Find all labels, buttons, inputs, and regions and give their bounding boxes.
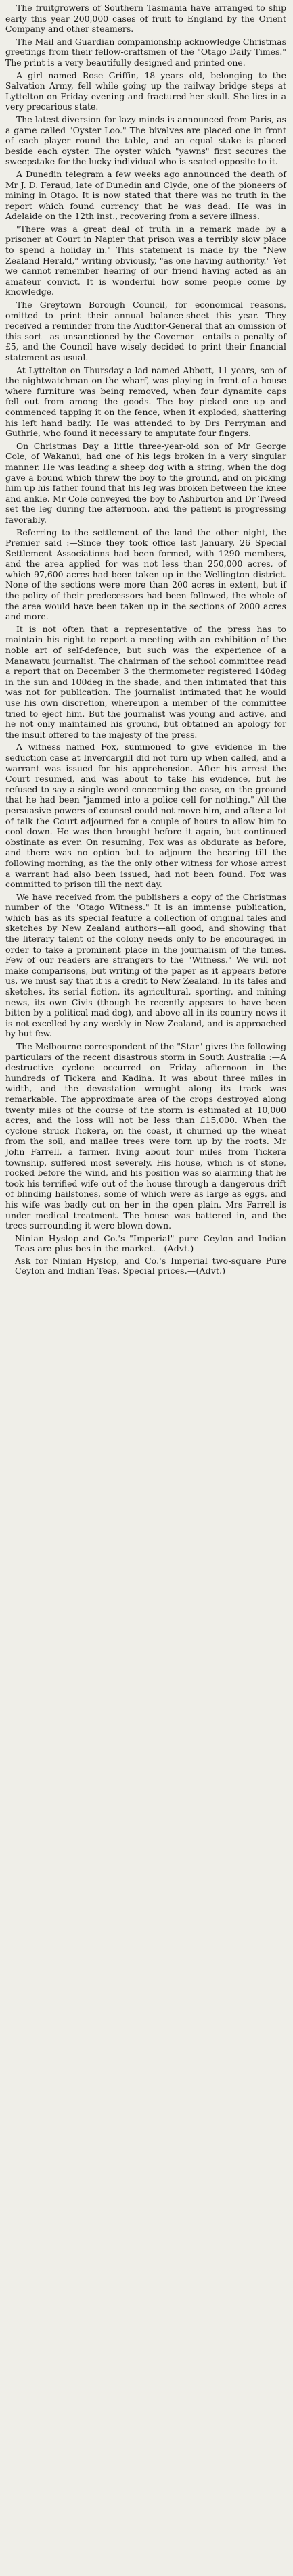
news-paragraph: A Dunedin telegram a few weeks ago announced the death of Mr J. D. Feraud, late of Dunedin and Clyde, one of the pioneers of mining in Otago. It is now stated that there was no truth in the report which found currency that he was dead. He was in Adelaide on the 12th inst., recovering from a severe illness. (5, 168, 286, 222)
tea-advertisement: Ninian Hyslop and Co.'s "Imperial" pure Ceylon and Indian Teas are plus bes in the market.—(Advt.) (15, 1233, 286, 1254)
news-paragraph: On Christmas Day a little three-year-old son of Mr George Cole, of Wakanui, had one of his legs broken in a very singular manner. He was leading a sheep dog with a string, when the dog gave a bound which threw the boy to the ground, and on picking him up his father found that his leg was broken between the knee and ankle. Mr Cole conveyed the boy to Ashburton and Dr Tweed set the leg during the afternoon, and the patient is progressing favorably. (5, 440, 286, 525)
news-paragraph: We have received from the publishers a copy of the Christmas number of the "Otago Witness." It is an immense publication, which has as its special feature a collection of original tales and sketches by New Zealand authors—all good, and showing that the literary talent of the colony needs only to be encouraged in order to take a prominent place in the journalism of the times. Few of our readers are strangers to the "Witness." We will not make comparisons, but writing of the paper as it appears before us, we must say that it is a credit to New Zealand. In its tales and sketches, its serial fiction, its agricultural, sporting, and mining news, its own Civis (though he recently appears to have been bitten by a political mad dog), and above all in its country news it is not excelled by any weekly in New Zealand, and is approached by but few. (5, 891, 286, 1039)
news-paragraph: A witness named Fox, summoned to give evidence in the seduction case at Invercargill did not turn up when called, and a warrant was issued for his apprehension. After his arrest the Court resumed, and was about to take his evidence, but he refused to say a single word concerning the case, on the ground that he had been "jammed into a police cell for nothing." All the persuasive powers of counsel could not move him, and after a lot of talk the Court adjourned for a couple of hours to allow him to cool down. He was then brought before it again, but continued obstinate as ever. On resuming, Fox was as obdurate as before, and there was no option but to adjourn the hearing till the following morning, as the the only other witness for whose arrest a warrant had also been issued, had not been found. Fox was committed to prison till the next day. (5, 742, 286, 890)
news-paragraph: The Greytown Borough Council, for economical reasons, omitted to print their annual balance-sheet this year. They received a reminder from the Auditor-General that an omission of this sort—as unsanctioned by the Governor—entails a penalty of £5, and the Council have wisely decided to print their financial statement as usual. (5, 300, 286, 362)
news-paragraph: The Melbourne correspondent of the "Star" gives the following particulars of the recent disastrous storm in South Australia :—A destructive cyclone occurred on Friday afternoon in the hundreds of Tickera and Kadina. It was about three miles in width, and the devastation wrought along its track was remarkable. The approximate area of the crops destroyed along twenty miles of the course of the storm is estimated at 10,000 acres, and the loss will not be less than £15,000. When the cyclone struck Tickera, on the coast, it churned up the wheat from the soil, and mallee trees were torn up by the roots. Mr John Farrell, a farmer, living about four miles from Tickera township, suffered most severely. His house, which is of stone, rocked before the wind, and his position was so alarming that he took his terrified wife out of the house through a dangerous drift of blinding hailstones, some of which were as large as eggs, and his wife was badly cut on her in the open plain. Mrs Farrell is under medical treatment. The house was battered in, and the trees surrounding it were blown down. (5, 1041, 286, 1231)
news-paragraph: It is not often that a representative of the press has to maintain his right to report a meeting with an exhibition of the noble art of self-defence, but such was the experience of a Manawatu journalist. The chairman of the school committee read a report that on December 3 the thermometer registered 140deg in the sun and 100deg in the shade, and then intimated that this was not for publication. The journalist intimated that he would use his own discretion, whereupon a member of the committee tried to eject him. But the journalist was young and active, and he not only maintained his ground, but obtained an apology for the insult offered to the majesty of the press. (5, 623, 286, 740)
news-paragraph: A girl named Rose Griffin, 18 years old, belonging to the Salvation Army, fell while going up the railway bridge steps at Lyttelton on Friday evening and fractured her skull. She lies in a very precarious state. (5, 70, 286, 112)
news-paragraph: At Lyttelton on Thursday a lad named Abbott, 11 years, son of the nightwatchman on the wharf, was playing in front of a house where furniture was being removed, when four dynamite caps fell out from among the goods. The boy picked one up and commenced tapping it on the fence, when it exploded, shattering his left hand badly. He was attended to by Drs Perryman and Guthrie, who found it necessary to amputate four fingers. (5, 364, 286, 439)
news-paragraph: The Mail and Guardian companionship acknowledge Christmas greetings from their fellow-craftsmen of the "Otago Daily Times." The print is a very beautifully designed and printed one. (5, 36, 286, 68)
news-paragraph: The latest diversion for lazy minds is announced from Paris, as a game called "Oyster Loo." The bivalves are placed one in front of each player round the table, and an equal stake is placed beside each oyster. The oyster which "yawns" first secures the sweepstake for the lucky individual who is seated opposite to it. (5, 114, 286, 167)
news-paragraph: Referring to the settlement of the land the other night, the Premier said :—Since they took office last January, 26 Special Settlement Associations had been formed, with 1290 members, and the area applied for was not less than 250,000 acres, of which 97,600 acres had been taken up in the Wellington district. None of the sections were more than 200 acres in extent, but if the policy of their predecessors had been followed, the whole of the area would have been taken up in the sections of 2000 acres and more. (5, 527, 286, 622)
news-paragraph: "There was a great deal of truth in a remark made by a prisoner at Court in Napier that prison was a terribly slow place to spend a holiday in." This statement is made by the "New Zealand Herald," writing obviously, "as one having authority." Yet we cannot remember hearing of our friend having acted as an amateur convict. It is wonderful how some people come by knowledge. (5, 223, 286, 297)
news-paragraph: The fruitgrowers of Southern Tasmania have arranged to ship early this year 200,000 cases of fruit to England by the Orient Company and other steamers. (5, 3, 286, 34)
tea-advertisement: Ask for Ninian Hyslop, and Co.'s Imperial two-square Pure Ceylon and Indian Teas. Special prices.—(Advt.) (15, 1255, 286, 1277)
